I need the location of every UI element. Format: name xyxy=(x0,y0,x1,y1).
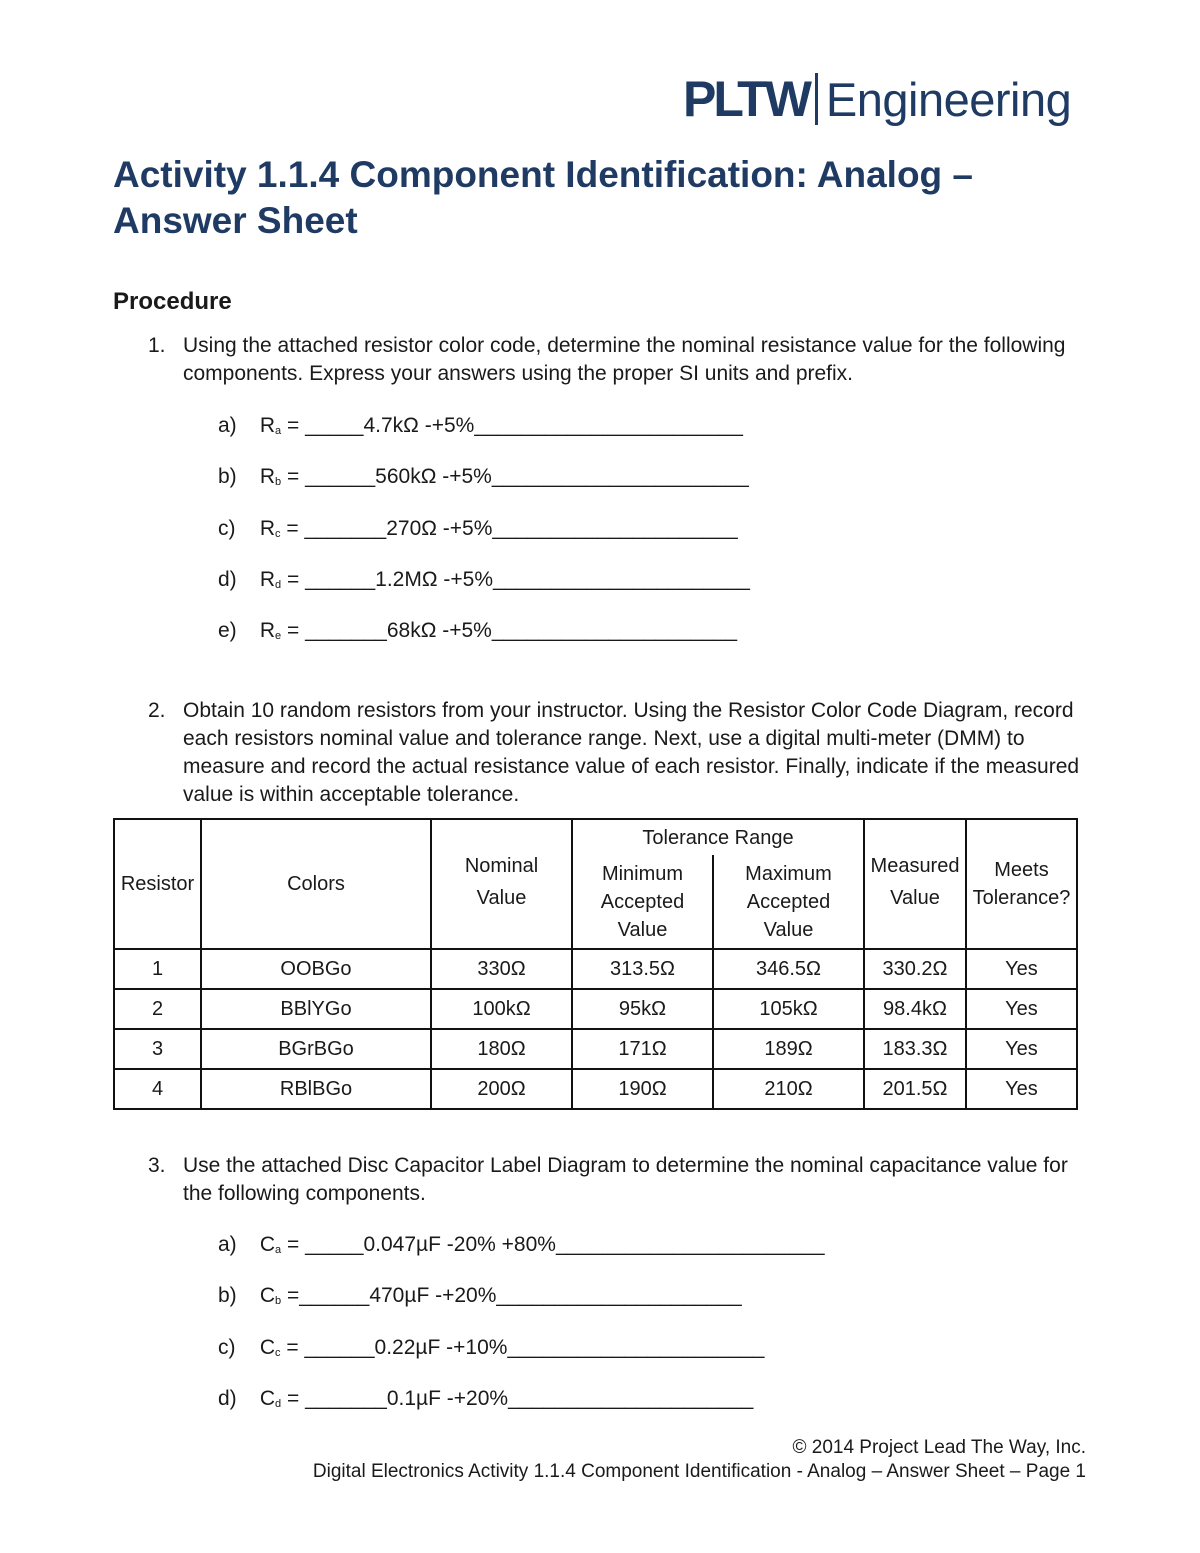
cell-min: 171Ω xyxy=(572,1029,713,1069)
cell-min: 313.5Ω xyxy=(572,949,713,989)
question-2-number: 2. xyxy=(148,699,166,722)
logo-name: Engineering xyxy=(825,72,1072,126)
answer-label: d) xyxy=(218,568,237,591)
cell-meets: Yes xyxy=(966,1069,1077,1109)
answer-value: = ______0.22µF -+10%______________________ xyxy=(286,1336,765,1359)
cell-min: 190Ω xyxy=(572,1069,713,1109)
answer-rc xyxy=(218,515,738,548)
answer-cc xyxy=(218,1334,764,1367)
answer-symbol: R xyxy=(259,568,276,591)
answer-value: = _______270Ω -+5%_____________________ xyxy=(286,517,738,540)
cell-resistor: 1 xyxy=(114,949,201,989)
cell-min: 95kΩ xyxy=(572,989,713,1029)
cell-meets: Yes xyxy=(966,1029,1077,1069)
cell-max: 346.5Ω xyxy=(713,949,864,989)
header-minimum-accepted-value: Minimum Accepted Value xyxy=(572,855,713,949)
answer-re xyxy=(218,617,737,650)
cell-colors: OOBGo xyxy=(201,949,431,989)
answer-subscript: b xyxy=(275,1295,282,1307)
header-colors: Colors xyxy=(201,819,431,949)
question-1-text: Using the attached resistor color code, determine the nominal resistance value for the following components. Express your answers using the proper SI units and prefix. xyxy=(183,334,1066,385)
logo-divider xyxy=(815,73,818,125)
answer-value: = ______1.2MΩ -+5%______________________ xyxy=(286,568,750,591)
answer-symbol: R xyxy=(259,619,276,642)
answer-value: = _____0.047µF -20% +80%_______________________ xyxy=(286,1233,825,1256)
header-resistor: Resistor xyxy=(114,819,201,949)
answer-label: c) xyxy=(218,517,236,540)
answer-symbol: C xyxy=(259,1387,276,1410)
cell-resistor: 2 xyxy=(114,989,201,1029)
table-row xyxy=(114,1069,1077,1109)
question-3-text: Use the attached Disc Capacitor Label Diagram to determine the nominal capacitance value for the following components. xyxy=(183,1154,1068,1205)
footer-copyright: © 2014 Project Lead The Way, Inc. xyxy=(792,1437,1086,1458)
cell-nominal: 100kΩ xyxy=(431,989,572,1029)
question-3-number: 3. xyxy=(148,1154,166,1177)
answer-label: e) xyxy=(218,619,237,642)
answer-symbol: C xyxy=(259,1336,276,1359)
table-row xyxy=(114,949,1077,989)
answer-value: = _____4.7kΩ -+5%_______________________ xyxy=(286,414,743,437)
cell-colors: RBlBGo xyxy=(201,1069,431,1109)
cell-max: 210Ω xyxy=(713,1069,864,1109)
answer-rb xyxy=(218,463,749,496)
answer-cd xyxy=(218,1385,753,1418)
answer-subscript: e xyxy=(275,630,282,642)
answer-value: = _______0.1µF -+20%_____________________ xyxy=(286,1387,754,1410)
page-title xyxy=(113,152,973,244)
answer-symbol: R xyxy=(259,517,276,540)
pltw-engineering-logo xyxy=(683,70,1071,128)
answer-value: = _______68kΩ -+5%_____________________ xyxy=(286,619,738,642)
answer-value: = ______560kΩ -+5%______________________ xyxy=(286,465,749,488)
cell-resistor: 3 xyxy=(114,1029,201,1069)
answer-subscript: a xyxy=(275,1244,282,1256)
table-row xyxy=(114,1029,1077,1069)
header-maximum-accepted-value: Maximum Accepted Value xyxy=(713,855,864,949)
answer-label: a) xyxy=(218,1233,237,1256)
answer-ca xyxy=(218,1231,825,1264)
answer-ra xyxy=(218,412,743,445)
answer-label: d) xyxy=(218,1387,237,1410)
cell-max: 189Ω xyxy=(713,1029,864,1069)
header-meets-tolerance: Meets Tolerance? xyxy=(966,819,1077,949)
cell-measured: 201.5Ω xyxy=(864,1069,966,1109)
cell-nominal: 180Ω xyxy=(431,1029,572,1069)
logo-brand: PLTW xyxy=(683,71,809,127)
cell-measured: 98.4kΩ xyxy=(864,989,966,1029)
answer-subscript: c xyxy=(275,1347,281,1359)
cell-colors: BGrBGo xyxy=(201,1029,431,1069)
answer-label: a) xyxy=(218,414,237,437)
cell-colors: BBlYGo xyxy=(201,989,431,1029)
cell-measured: 330.2Ω xyxy=(864,949,966,989)
answer-cb xyxy=(218,1282,742,1315)
resistor-table xyxy=(113,818,1078,1110)
question-2-text: Obtain 10 random resistors from your instructor. Using the Resistor Color Code Diagram, record each resistors nominal value and tolerance range. Next, use a digital multi-meter (DMM) to measure and record the actual resistance value of each resistor. Finally, indicate if the measured value is within acceptable tolerance. xyxy=(183,699,1080,806)
title-line-2: Answer Sheet xyxy=(113,200,358,241)
answer-label: c) xyxy=(218,1336,236,1359)
answer-symbol: C xyxy=(259,1233,276,1256)
answer-label: b) xyxy=(218,465,237,488)
footer-document-title: Digital Electronics Activity 1.1.4 Component Identification - Analog – Answer Sheet – Page 1 xyxy=(312,1461,1086,1482)
cell-measured: 183.3Ω xyxy=(864,1029,966,1069)
cell-nominal: 200Ω xyxy=(431,1069,572,1109)
table-row xyxy=(114,989,1077,1029)
header-tolerance-range: Tolerance Range xyxy=(572,819,864,855)
answer-symbol: R xyxy=(259,465,276,488)
answer-rd xyxy=(218,566,750,599)
title-line-1: Activity 1.1.4 Component Identification: Analog – xyxy=(113,154,973,195)
cell-meets: Yes xyxy=(966,949,1077,989)
answer-subscript: d xyxy=(275,1398,282,1410)
header-nominal-value: Nominal Value xyxy=(431,819,572,949)
procedure-heading: Procedure xyxy=(113,288,232,315)
answer-symbol: R xyxy=(259,414,276,437)
answer-subscript: b xyxy=(275,476,282,488)
cell-max: 105kΩ xyxy=(713,989,864,1029)
cell-meets: Yes xyxy=(966,989,1077,1029)
table-header-row xyxy=(114,819,1077,855)
cell-resistor: 4 xyxy=(114,1069,201,1109)
answer-subscript: a xyxy=(275,425,282,437)
question-1-number: 1. xyxy=(148,334,166,357)
answer-value: =______470µF -+20%_____________________ xyxy=(286,1284,742,1307)
header-measured-value: Measured Value xyxy=(864,819,966,949)
cell-nominal: 330Ω xyxy=(431,949,572,989)
answer-label: b) xyxy=(218,1284,237,1307)
answer-subscript: d xyxy=(275,579,282,591)
answer-symbol: C xyxy=(259,1284,276,1307)
answer-subscript: c xyxy=(275,528,281,540)
